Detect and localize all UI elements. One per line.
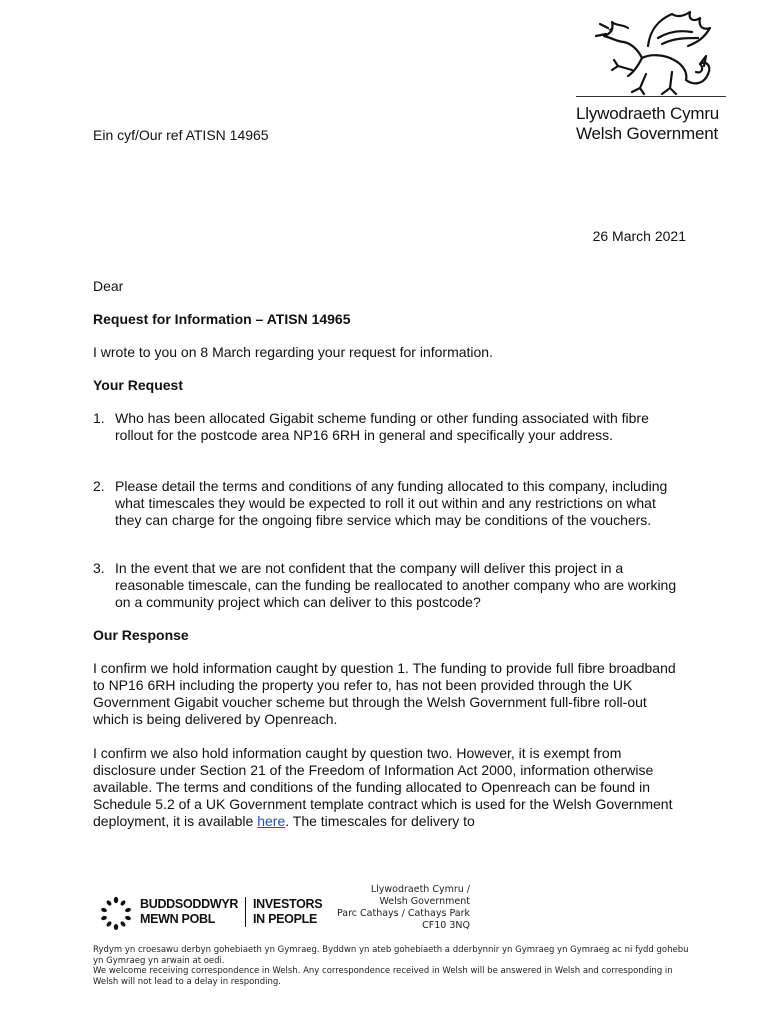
list-item-number: 3. [93,560,105,576]
address-line: Parc Cathays / Cathays Park [336,908,470,919]
list-item [93,410,685,444]
iip-english-text [253,897,322,927]
iip-welsh-line-2: MEWN POBL [140,912,216,926]
iip-welsh-line-1: BUDDSODDWYR [140,897,239,911]
iip-english-line-1: INVESTORS [253,897,323,911]
list-item-number: 2. [93,478,105,494]
our-response-heading: Our Response [93,627,189,643]
english-language-notice: We welcome receiving correspondence in Welsh. Any correspondence received in Welsh will be answered in Welsh and corresponding in Welsh will not lead to a delay in responding. [93,966,673,987]
response-paragraph-2-text: I confirm we also hold information caught by question two. However, it is exempt from disclosure under Section 21 of the Freedom of Information Act 2000, information otherwise available. The terms and conditions of the funding allocated to Openreach can be found in Schedule 5.2 of a UK Government template contract which is used for the Welsh Government deployment, it is available [93,745,673,829]
government-name-welsh: Llywodraeth Cymru [576,104,720,123]
iip-english-line-2: IN PEOPLE [253,912,317,926]
address-line: CF10 3NQ [422,920,470,931]
welsh-language-notice: Rydym yn croesawu derbyn gohebiaeth yn Gymraeg. Byddwn yn ateb gohebiaeth a dderbynnir yn Gymraeg yn Gymraeg ac ni fydd gohebu yn Gymraeg yn arwain at oedi. [93,945,689,966]
iip-divider [245,897,246,927]
address-line: Welsh Government [379,896,470,907]
response-paragraph-2-tail: . The timescales for delivery to [285,813,475,829]
list-item-number: 1. [93,410,105,426]
our-reference: Ein cyf/Our ref ATISN 14965 [93,127,269,143]
your-request-heading: Your Request [93,377,183,393]
address-line: Llywodraeth Cymru / [370,884,470,895]
logo-divider [576,96,726,97]
investors-in-people-laurel-icon [98,895,134,931]
list-item [93,478,685,529]
response-paragraph-2 [93,745,685,830]
letter-subject: Request for Information – ATISN 14965 [93,311,351,327]
list-item-text: In the event that we are not confident that the company will deliver this project in a reasonable timescale, can the funding be reallocated to another company who are working on a community project which can deliver to this postcode? [115,560,677,610]
salutation: Dear [93,278,124,294]
government-name-english: Welsh Government [576,124,718,143]
intro-paragraph: I wrote to you on 8 March regarding your request for information. [93,344,493,360]
list-item [93,560,685,611]
list-item-text: Who has been allocated Gigabit scheme funding or other funding associated with fibre rollout for the postcode area NP16 6RH in general and specifically your address. [115,410,649,443]
letter-date: 26 March 2021 [592,228,686,244]
government-name [576,104,719,144]
iip-welsh-text [140,897,238,927]
response-paragraph-1: I confirm we hold information caught by question 1. The funding to provide full fibre broadband to NP16 6RH including the property you refer to, has not been provided through the UK Government Gigabit voucher scheme but through the Welsh Government full-fibre roll-out which is being delivered by Openreach. [93,660,676,727]
here-link[interactable]: here [257,813,286,829]
footer-address [320,884,470,932]
welsh-dragon-logo-icon [588,8,720,100]
list-item-text: Please detail the terms and conditions of any funding allocated to this company, including what timescales they would be expected to roll it out within and any restrictions on what they can charge for the ongoing fibre service which may be conditions of the vouchers. [115,478,668,528]
